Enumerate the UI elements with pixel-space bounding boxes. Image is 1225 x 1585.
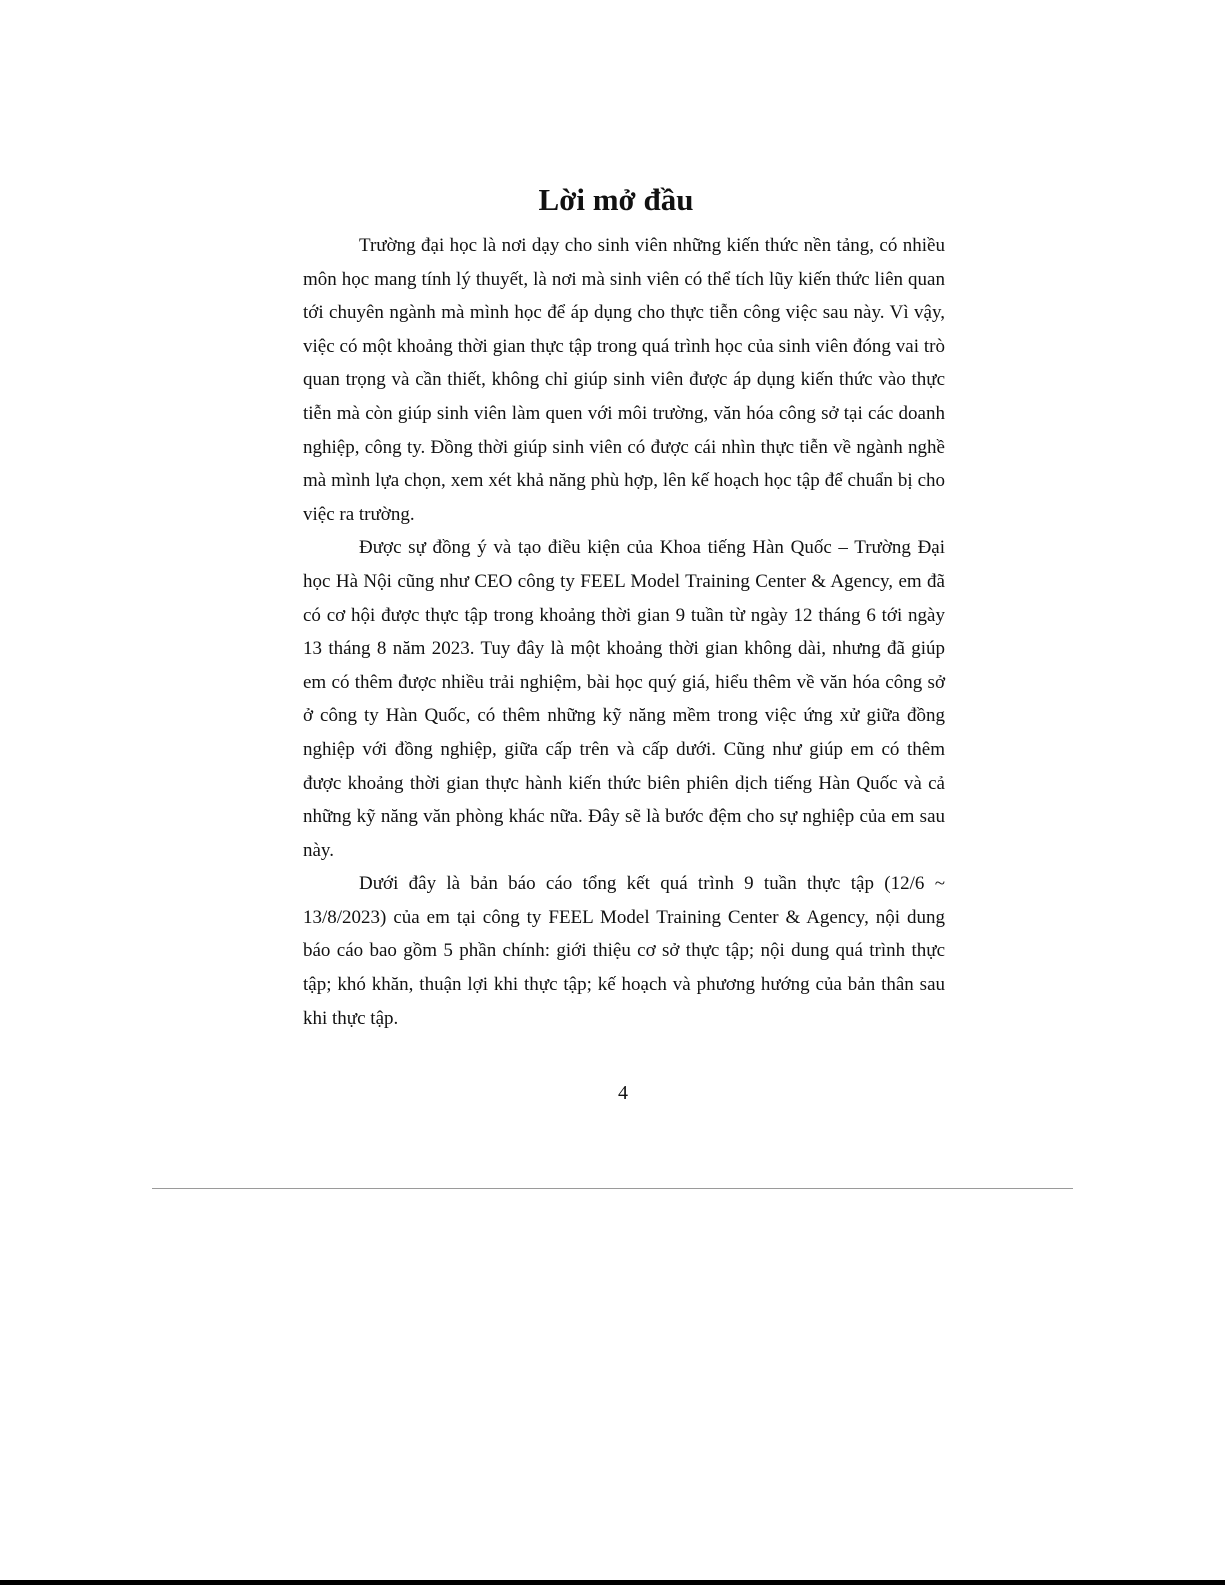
page-title: Lời mở đầu: [538, 182, 694, 217]
page-number: 4: [618, 1082, 628, 1104]
bottom-edge: [0, 1580, 1225, 1585]
paragraph-report-summary: Dưới đây là bản báo cáo tổng kết quá trình 9 tuần thực tập (12/6 ~ 13/8/2023) của em tại công ty FEEL Model Training Center & Agency, nội dung báo cáo bao gồm 5 phần chính: giới thiệu cơ sở thực tập; nội dung quá trình thực tập; khó khăn, thuận lợi khi thực tập; kế hoạch và phương hướng của bản thân sau khi thực tập.: [303, 873, 945, 1029]
page-divider: [152, 1188, 1073, 1189]
paragraph-intro: Trường đại học là nơi dạy cho sinh viên những kiến thức nền tảng, có nhiều môn học mang tính lý thuyết, là nơi mà sinh viên có thể tích lũy kiến thức liên quan tới chuyên ngành mà mình học để áp dụng cho thực tiễn công việc sau này. Vì vậy, việc có một khoảng thời gian thực tập trong quá trình học của sinh viên đóng vai trò quan trọng và cần thiết, không chỉ giúp sinh viên được áp dụng kiến thức vào thực tiễn mà còn giúp sinh viên làm quen với môi trường, văn hóa công sở tại các doanh nghiệp, công ty. Đồng thời giúp sinh viên có được cái nhìn thực tiễn về ngành nghề mà mình lựa chọn, xem xét khả năng phù hợp, lên kế hoạch học tập để chuẩn bị cho việc ra trường.: [303, 235, 945, 525]
paragraph-internship: Được sự đồng ý và tạo điều kiện của Khoa tiếng Hàn Quốc – Trường Đại học Hà Nội cũng như CEO công ty FEEL Model Training Center & Agency, em đã có cơ hội được thực tập trong khoảng thời gian 9 tuần từ ngày 12 tháng 6 tới ngày 13 tháng 8 năm 2023. Tuy đây là một khoảng thời gian không dài, nhưng đã giúp em có thêm được nhiều trải nghiệm, bài học quý giá, hiểu thêm về văn hóa công sở ở công ty Hàn Quốc, có thêm những kỹ năng mềm trong việc ứng xử giữa đồng nghiệp với đồng nghiệp, giữa cấp trên và cấp dưới. Cũng như giúp em có thêm được khoảng thời gian thực hành kiến thức biên phiên dịch tiếng Hàn Quốc và cả những kỹ năng văn phòng khác nữa. Đây sẽ là bước đệm cho sự nghiệp của em sau này.: [303, 537, 945, 861]
body-text: [303, 229, 945, 1035]
